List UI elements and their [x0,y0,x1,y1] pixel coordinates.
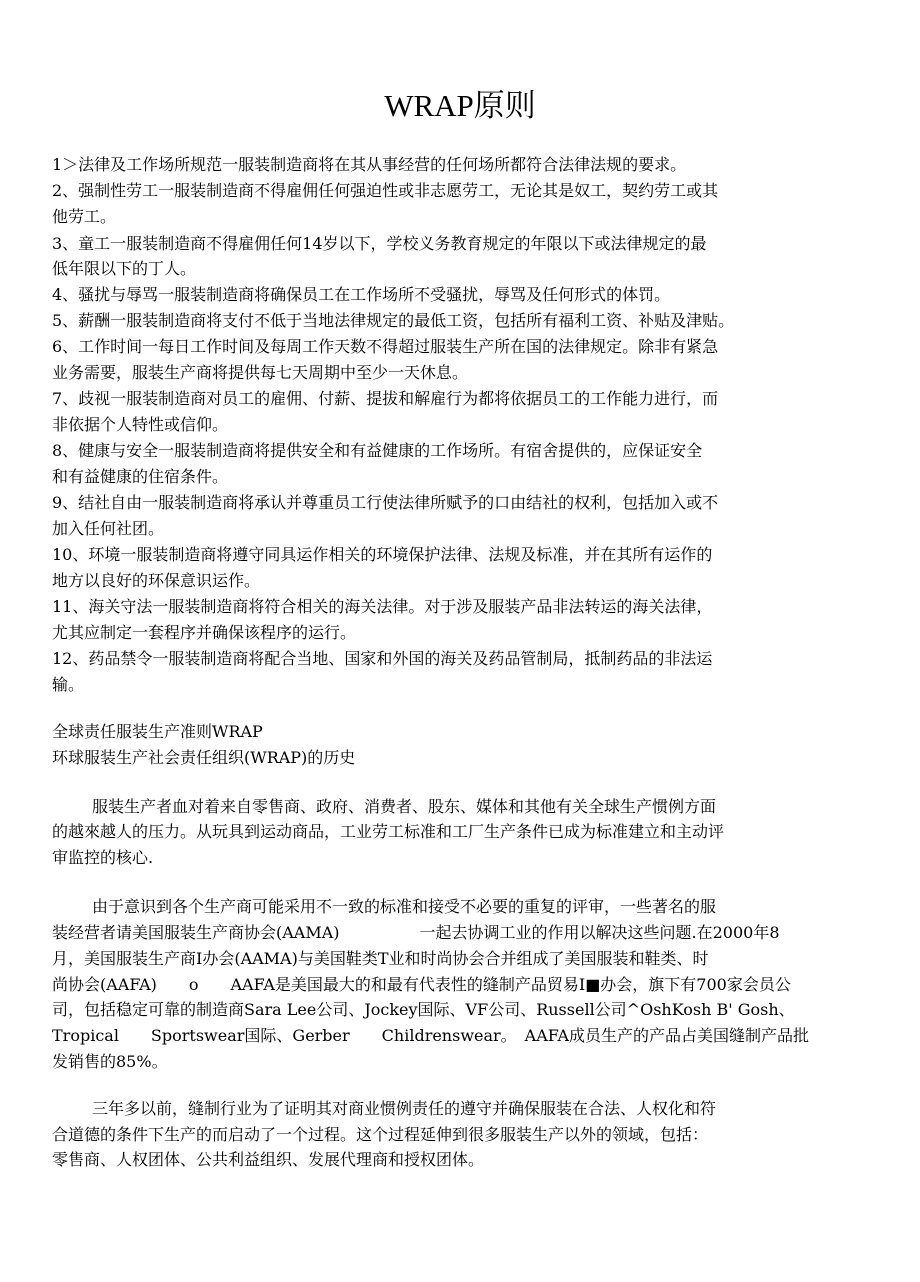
paragraph-line: 的越來越人的压力。从玩具到运动商品，工业劳工标准和工厂生产条件已成为标准建立和主动评 [52,822,725,841]
principle-line: 加入任何社团。 [52,519,165,538]
paragraph-line: 发销售的85%。 [52,1052,168,1071]
principle-line: 5、薪酬一服装制造商将支付不低于当地法律规定的最低工资，包括所有福利工资、补贴及津贴。 [52,311,735,330]
paragraph-line: 由于意识到各个生产商可能采用不一致的标准和接受不必要的重复的评审，一些著名的服 [92,897,717,916]
principle-line: 1＞法律及工作场所规范一服装制造商将在其从事经营的任何场所都符合法律法规的要求。 [52,155,687,174]
paragraph-line: 装经营者请美国服装生产商协会(AAMA) 一起去协调工业的作用以解决这些问题.在2000年8 [52,923,780,942]
paragraph-line: 月，美国服装生产商I办会(AAMA)与美国鞋类T业和时尚协会合并组成了美国服装和鞋类、时 [52,949,709,968]
principle-line: 他劳工。 [52,207,117,226]
principle-line: 6、工作时间一每日工作时间及每周工作天数不得超过服装生产所在国的法律规定。除非有紧急 [52,337,719,356]
principle-line: 8、健康与安全一服装制造商将提供安全和有益健康的工作场所。有宿舍提供的，应保证安全 [52,441,703,460]
principle-line: 尤其应制定一套程序并确保该程序的运行。 [52,623,357,642]
principle-line: 非依据个人特性或信仰。 [52,415,229,434]
principle-line: 7、歧视一服装制造商对员工的雇佣、付薪、提拔和解雇行为都将依据员工的工作能力进行，而 [52,389,719,408]
principle-line: 2、强制性劳工一服装制造商不得雇佣任何强迫性或非志愿劳工，无论其是奴工，契约劳工或其 [52,181,719,200]
paragraph-line: 司，包括稳定可靠的制造商Sara Lee公司、Jockey国际、VF公司、Russell公司^OshKosh B' Gosh、 [52,1000,795,1019]
principle-line: 业务需要，服装生产商将提供每七天周期中至少一天休息。 [52,363,469,382]
paragraph-line: 尚协会(AAFA) o AAFA是美国最大的和最有代表性的缝制产品贸易I■办会，旗下有700家会员公 [52,975,791,994]
paragraph-line: 零售商、人权团体、公共利益组织、发展代理商和授权团体。 [52,1150,485,1169]
paragraph-line: 三年多以前，缝制行业为了证明其对商业惯例责任的遵守并确保服装在合法、人权化和符 [92,1099,717,1118]
section-subtitle: 环球服装生产社会责任组织(WRAP)的历史 [52,748,356,767]
paragraph-line: 服装生产者血对着来自零售商、政府、消费者、股东、媒体和其他有关全球生产惯例方面 [92,797,717,816]
principle-line: 和有益健康的住宿条件。 [52,467,229,486]
paragraph-line: Tropical Sportswear国际、Gerber Childrenswear。 AAFA成员生产的产品占美国缝制产品批 [52,1026,810,1045]
principle-line: 输。 [52,675,85,694]
paragraph-line: 合道德的条件下生产的而启动了一个过程。这个过程延伸到很多服装生产以外的领域，包括： [52,1125,709,1144]
paragraph-line: 审监控的核心. [52,848,154,867]
principle-line: 4、骚扰与辱骂一服装制造商将确保员工在工作场所不受骚扰，辱骂及任何形式的体罚。 [52,285,671,304]
principle-line: 11、海关守法一服装制造商将符合相关的海关法律。对于涉及服装产品非法转运的海关法律， [52,597,713,616]
principle-line: 12、药品禁令一服装制造商将配合当地、国家和外国的海关及药品管制局，抵制药品的非法运 [52,649,713,668]
page-title: WRAP原则 [384,88,536,123]
principle-line: 3、童工一服装制造商不得雇佣任何14岁以下，学校义务教育规定的年限以下或法律规定的最 [52,234,707,253]
principle-line: 地方以良好的环保意识运作。 [52,571,261,590]
section-title: 全球责任服装生产准则WRAP [52,722,263,741]
principle-line: 10、环境一服装制造商将遵守同具运作相关的环境保护法律、法规及标准，并在其所有运作的 [52,545,713,564]
principle-line: 低年限以下的丁人。 [52,259,197,278]
principle-line: 9、结社自由一服装制造商将承认并尊重员工行使法律所赋予的口由结社的权利，包括加入或不 [52,493,719,512]
